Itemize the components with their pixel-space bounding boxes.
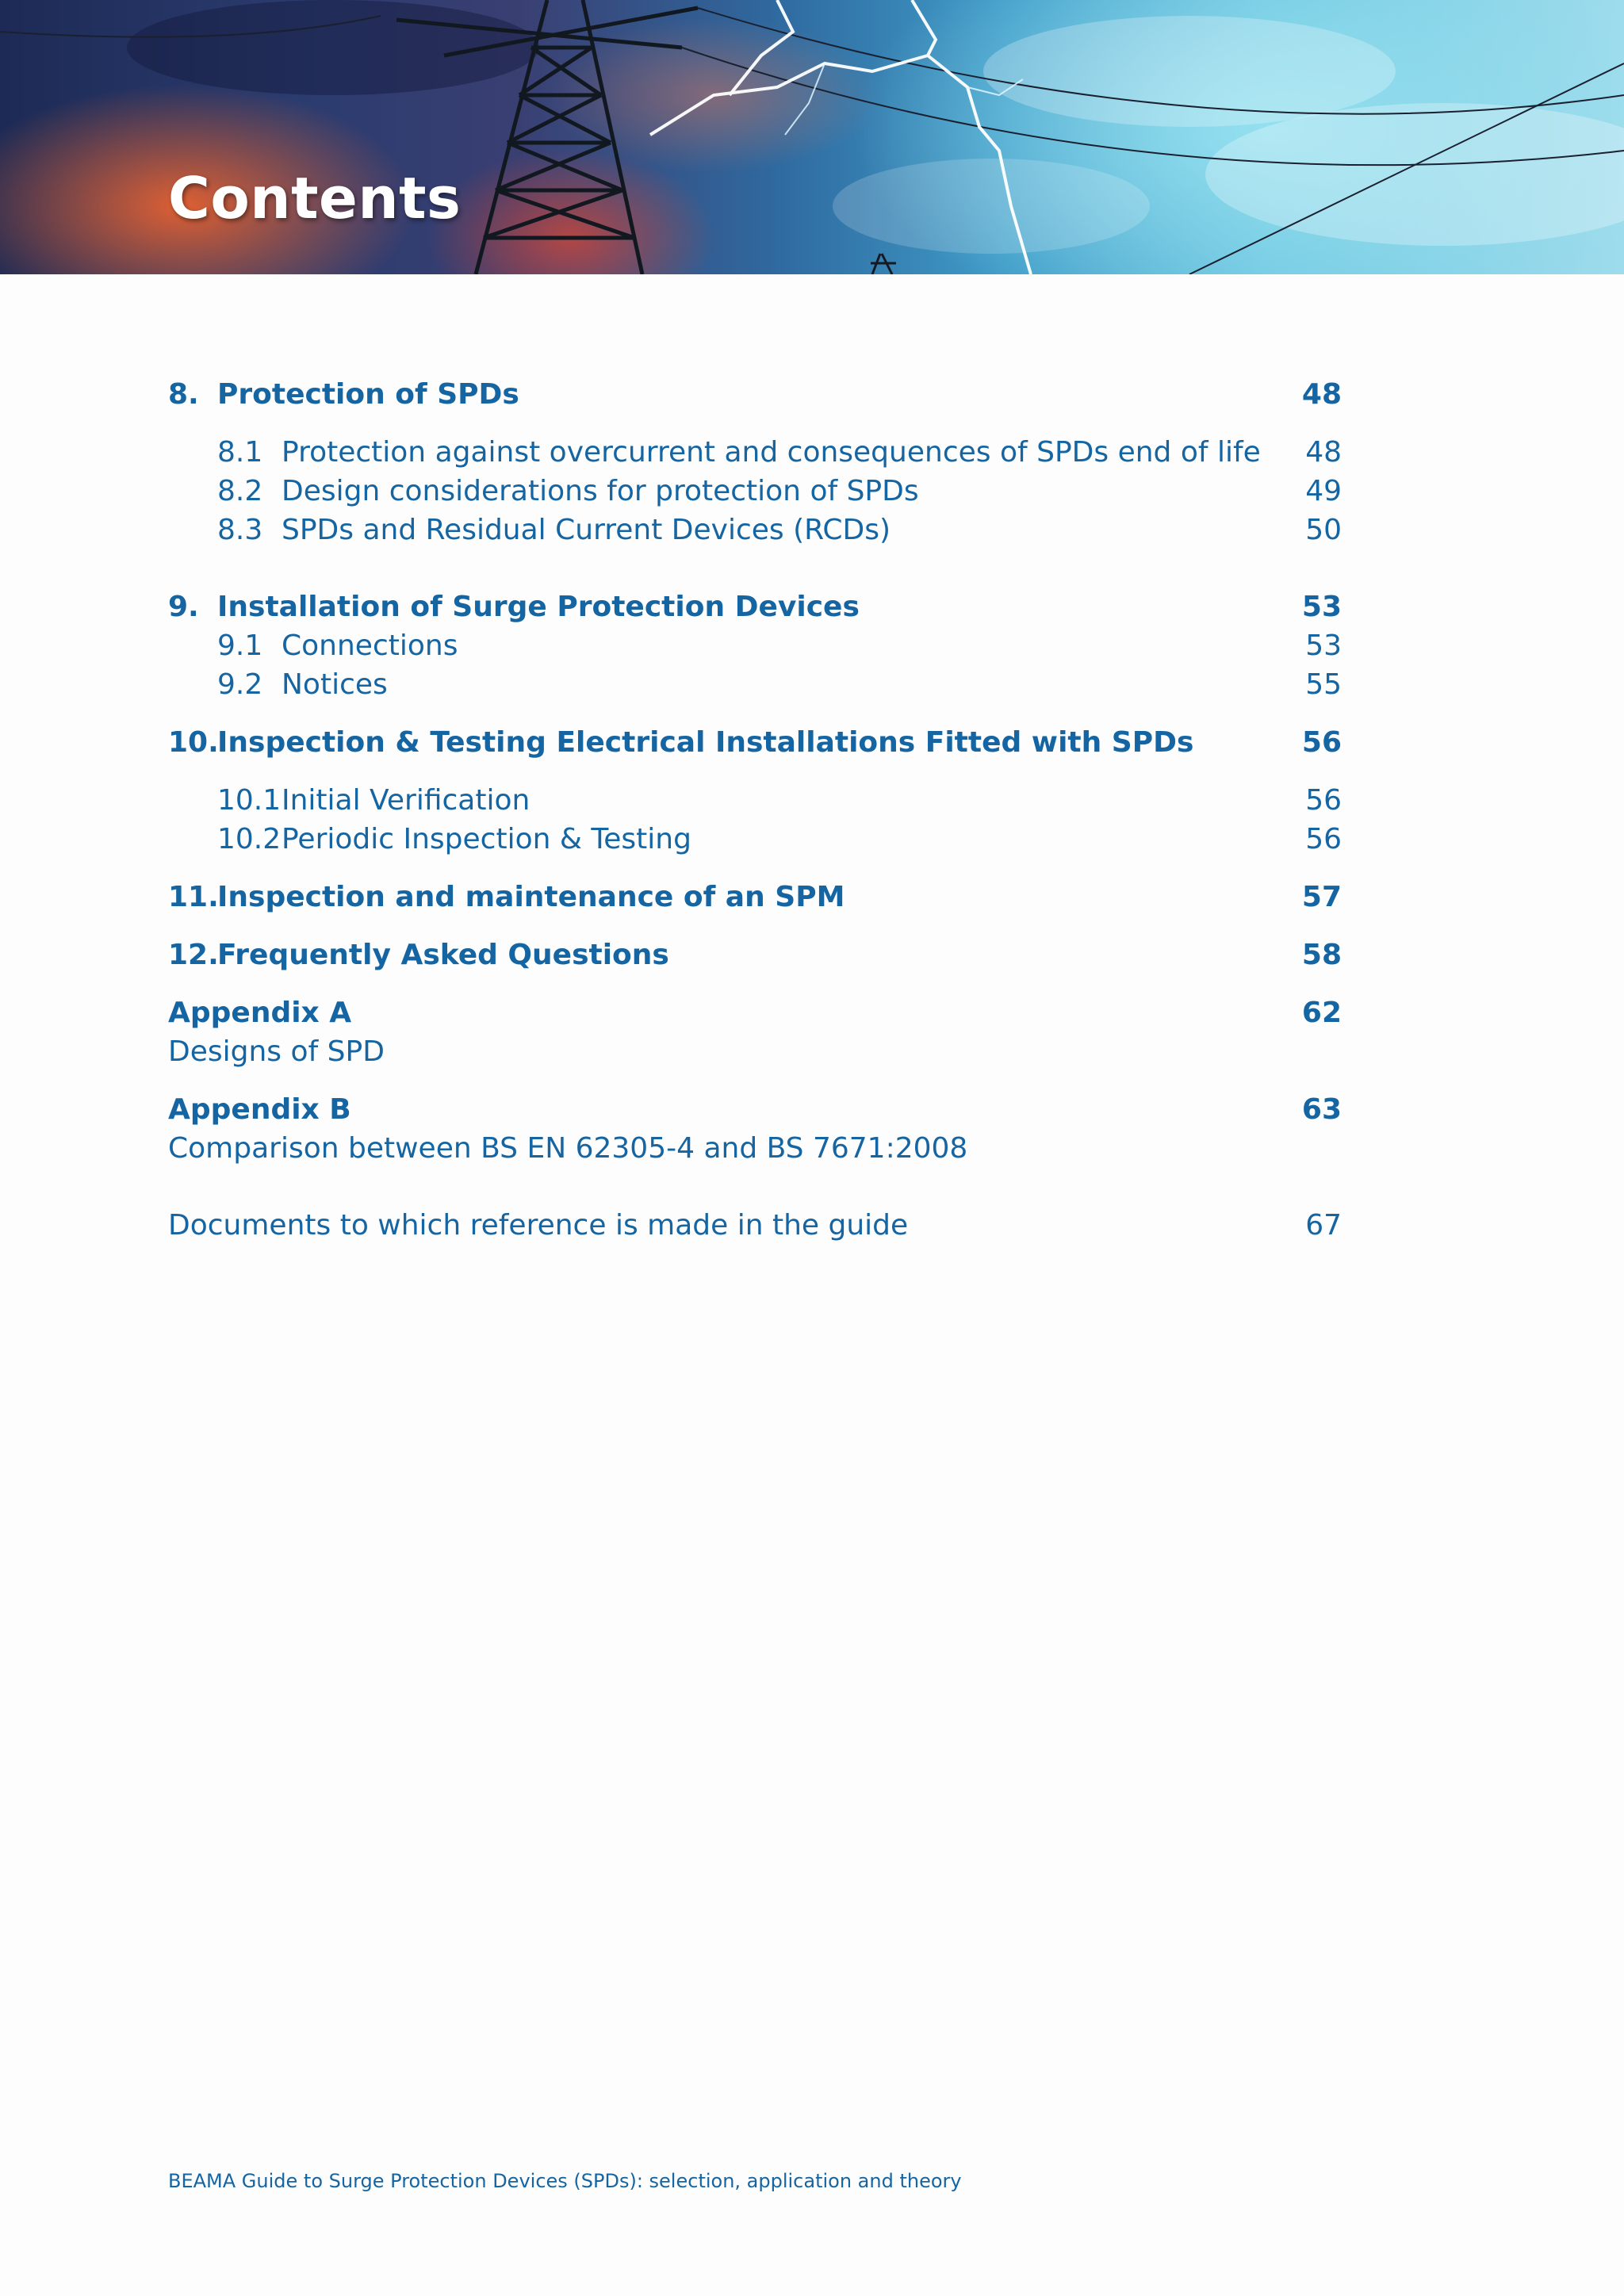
toc-entry-section-10[interactable] [168,725,1342,761]
toc-title: Initial Verification [282,784,530,817]
toc-title: Notices [282,668,388,701]
toc-title: Design considerations for protection of SPDs [282,475,919,507]
toc-entry-10-2[interactable] [168,821,1342,858]
toc-number: 8.2 [217,475,263,507]
toc-entry-section-11[interactable] [168,879,1342,916]
toc-page-number: 56 [1305,823,1342,855]
pylon-lightning-illustration [0,0,1624,274]
toc-entry-8-1[interactable] [168,434,1342,471]
toc-page-number: 67 [1305,1209,1342,1242]
toc-title: Frequently Asked Questions [217,939,669,971]
toc-page-number: 53 [1301,591,1342,623]
toc-title: Appendix A [168,997,352,1029]
toc-entry-section-9[interactable] [168,589,1342,626]
toc-entry-appendix-b[interactable] [168,1092,1342,1128]
toc-entry-9-1[interactable] [168,628,1342,664]
toc-number: 10.2 [217,823,282,855]
toc-page-number: 53 [1305,629,1342,662]
toc-entry-section-12[interactable] [168,937,1342,974]
toc-entry-appendix-a[interactable] [168,995,1342,1031]
toc-entry-10-1[interactable] [168,783,1342,819]
toc-entry-reference-documents[interactable] [168,1207,1342,1244]
page-title: Contents [168,165,462,232]
toc-page-number: 48 [1305,436,1342,469]
toc-entry-8-2[interactable] [168,473,1342,510]
toc-title: SPDs and Residual Current Devices (RCDs) [282,514,891,546]
toc-appendix-b-description: Comparison between BS EN 62305-4 and BS 7671:2008 [168,1132,968,1165]
toc-entry-section-8[interactable] [168,377,1342,413]
toc-entry-8-3[interactable] [168,512,1342,549]
toc-title: Protection of SPDs [217,378,519,411]
footer-guide-title: BEAMA Guide to Surge Protection Devices (SPDs): selection, application and theory [168,2170,962,2192]
toc-number: 9.1 [217,629,263,662]
toc-number: 9. [168,591,199,623]
toc-title: Installation of Surge Protection Devices [217,591,860,623]
header-banner [0,0,1624,274]
toc-title: Appendix B [168,1093,351,1126]
toc-number: 10. [168,726,219,759]
toc-page-number: 63 [1301,1093,1342,1126]
toc-title: Protection against overcurrent and consequences of SPDs end of life [282,436,1261,469]
toc-page-number: 56 [1301,726,1342,759]
toc-title: Inspection & Testing Electrical Installations Fitted with SPDs [217,726,1194,759]
toc-page-number: 49 [1305,475,1342,507]
toc-number: 12. [168,939,219,971]
toc-number: 11. [168,881,219,913]
toc-title: Documents to which reference is made in the guide [168,1209,909,1242]
toc-title: Connections [282,629,458,662]
toc-number: 8.3 [217,514,263,546]
toc-entry-9-2[interactable] [168,667,1342,703]
toc-title: Periodic Inspection & Testing [282,823,691,855]
toc-page-number: 57 [1301,881,1342,913]
toc-number: 10.1 [217,784,282,817]
toc-page-number: 50 [1305,514,1342,546]
toc-number: 8. [168,378,199,411]
toc-page-number: 62 [1301,997,1342,1029]
toc-appendix-a-description: Designs of SPD [168,1035,385,1068]
toc-page-number: 55 [1305,668,1342,701]
toc-number: 8.1 [217,436,263,469]
toc-title: Inspection and maintenance of an SPM [217,881,845,913]
toc-page-number: 56 [1305,784,1342,817]
toc-page-number: 58 [1301,939,1342,971]
toc-number: 9.2 [217,668,263,701]
toc-page-number: 48 [1301,378,1342,411]
